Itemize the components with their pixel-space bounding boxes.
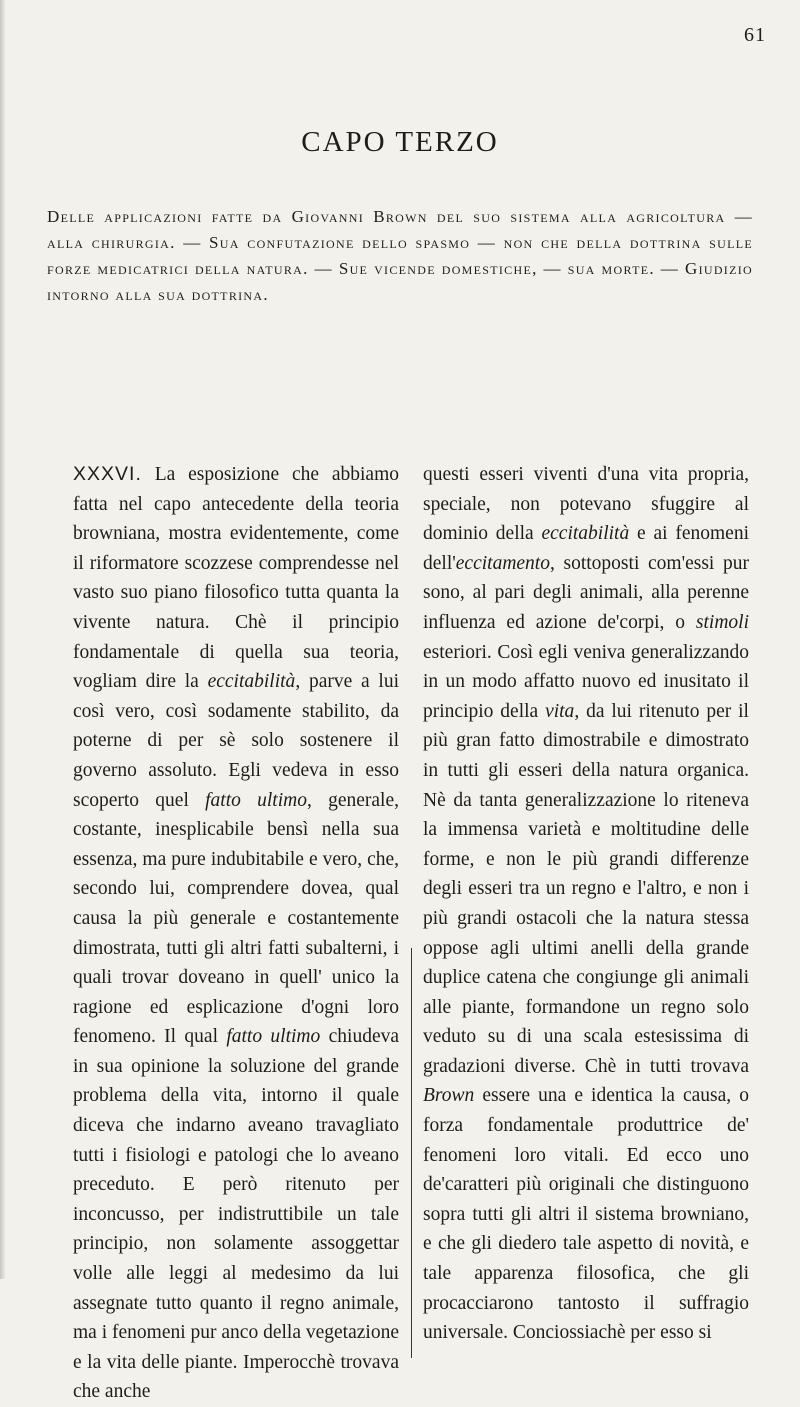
paragraph-number: XXXVI.	[73, 463, 142, 485]
emphasis-text: eccitamento	[455, 552, 550, 574]
column-divider	[411, 948, 412, 1358]
emphasis-text: eccitabilità	[541, 523, 630, 545]
emphasis-text: Brown	[423, 1085, 475, 1107]
right-text-column	[423, 460, 749, 1348]
body-text: essere una e identica la causa, o forza fondamentale produttrice de' fenomeni loro vitali. Ed ecco uno de'caratteri più originali che distinguono sopra tutti gli altri il sistema browniano, e che gli diedero tale aspetto di novità, e tale apparenza filosofica, che gli procacciarono tantosto il suffragio universale. Conciossiachè per esso si	[423, 1085, 749, 1344]
emphasis-text: fatto ultimo	[226, 1026, 321, 1048]
body-text: chiudeva in sua opinione la soluzione del grande problema della vita, intorno il quale diceva che indarno aveano travagliato tutti i fisiologi e patologi che lo aveano preceduto. E però ritenuto per inconcusso, per indistruttibile un tale principio, non solamente assoggettar volle alle leggi al medesimo da lui assegnate tutto quanto il regno animale, ma i fenomeni pur anco della vegetazione e la vita delle piante. Imperocchè trovava che anche	[73, 1026, 399, 1403]
emphasis-text: stimoli	[695, 611, 749, 633]
chapter-summary: Delle applicazioni fatte da Giovanni Brown del suo sistema alla agricoltura — alla chirurgia. — Sua confutazione dello spasmo — non che della dottrina sulle forze medicatrici della natura. — Sue vicende domestiche, — sua morte. — Giudizio intorno alla sua dottrina.	[47, 207, 753, 304]
body-text: , sottoposti com'essi pur sono, al pari degli animali, alla perenne influenza ed azione de'corpi, o	[423, 552, 749, 633]
emphasis-text: eccitabilità	[207, 671, 296, 693]
body-text: La esposizione che abbiamo fatta nel capo antecedente della teoria browniana, mostra evidentemente, come il riformatore scozzese comprendesse nel vasto suo piano filosofico tutta quanta la vivente natura. Chè il principio fondamentale di quella sua teoria, vogliam dire la	[73, 464, 399, 693]
emphasis-text: fatto ultimo	[205, 789, 307, 811]
left-text-column	[73, 460, 399, 1407]
body-text: , da lui ritenuto per il più gran fatto dimostrabile e dimostrato in tutti gli esseri della natura organica. Nè da tanta generalizzazione lo riteneva la immensa varietà e moltitudine delle forme, e non le più grandi differenze degli esseri tra un regno e l'altro, e non i più grandi ostacoli che la natura stessa oppose agli ultimi anelli della grande duplice catena che congiunge gli animali alle piante, formandone un regno solo veduto su di una scala estesissima di gradazioni diverse. Chè in tutti trovava	[423, 700, 749, 1077]
body-text: , parve a lui così vero, così sodamente stabilito, da poterne di per sè solo sostenere il governo assoluto. Egli vedeva in esso scoperto quel	[73, 671, 399, 811]
body-text: e ai fenomeni dell'	[423, 523, 749, 574]
page-edge-shadow	[0, 0, 6, 1279]
emphasis-text: vita	[545, 700, 575, 722]
body-text: questi esseri viventi d'una vita propria, speciale, non potevano sfuggire al dominio della	[423, 464, 749, 545]
page-number: 61	[744, 24, 766, 46]
chapter-title: CAPO TERZO	[301, 126, 499, 158]
body-text: , generale, costante, inesplicabile bensì nella sua essenza, ma pure indubitabile e vero, che, secondo lui, comprendere dovea, qual causa la più generale e costantemente dimostrata, tutti gli altri fatti subalterni, i quali trovar doveano in quell' unico la ragione ed esplicazione d'ogni loro fenomeno. Il qual	[73, 789, 399, 1048]
body-text: esteriori. Così egli veniva generalizzando in un modo affatto nuovo ed inusitato il principio della	[423, 641, 749, 722]
